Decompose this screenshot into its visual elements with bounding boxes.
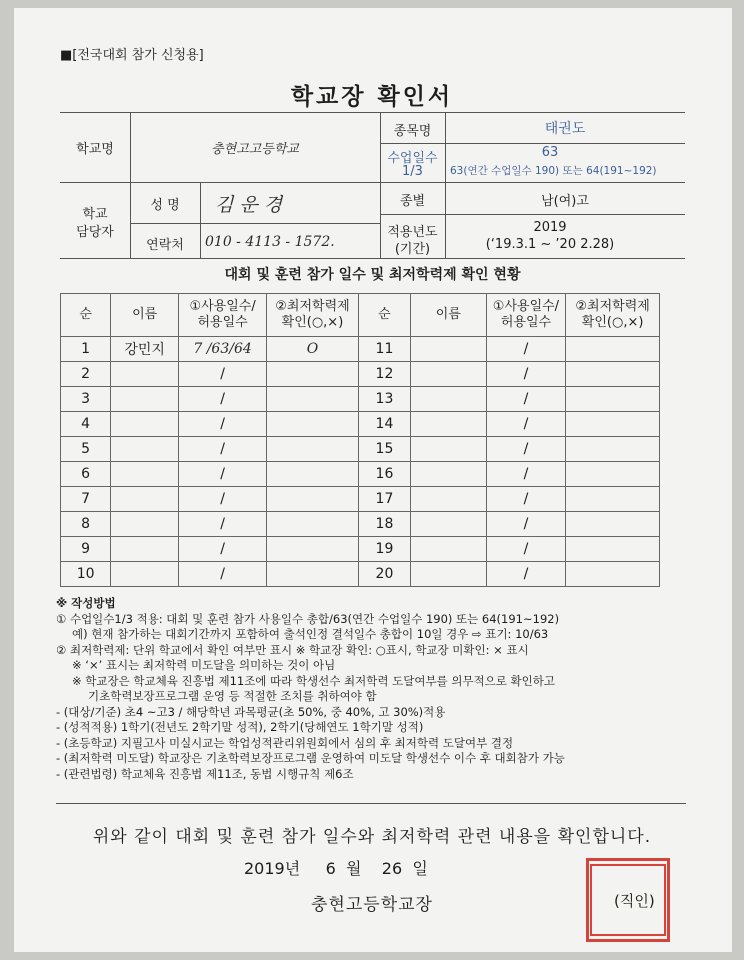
row-name bbox=[111, 562, 179, 587]
note-3: ※ ‘×’ 표시는 최저학력 미도달을 의미하는 것이 아님 bbox=[72, 658, 336, 672]
row-days: / bbox=[179, 362, 267, 387]
row-name bbox=[411, 412, 487, 437]
row-name bbox=[111, 437, 179, 462]
row-check bbox=[267, 462, 359, 487]
instructions bbox=[56, 596, 676, 782]
row-name bbox=[111, 537, 179, 562]
row-name bbox=[111, 462, 179, 487]
row-days: / bbox=[179, 487, 267, 512]
row-no: 7 bbox=[61, 487, 111, 512]
row-check-handwritten: O bbox=[267, 337, 359, 362]
table-row bbox=[61, 437, 660, 462]
row-no: 13 bbox=[358, 387, 410, 412]
row-check bbox=[267, 537, 359, 562]
row-days: / bbox=[486, 537, 566, 562]
section-title: 대회 및 훈련 참가 일수 및 최저학력제 확인 현황 bbox=[224, 267, 521, 283]
row-name bbox=[411, 337, 487, 362]
row-name bbox=[111, 412, 179, 437]
row-no: 5 bbox=[61, 437, 111, 462]
row-no: 1 bbox=[61, 337, 111, 362]
row-days: / bbox=[179, 387, 267, 412]
row-name bbox=[411, 537, 487, 562]
note-4b: 기초학력보장프로그램 운영 등 적절한 조치를 취하여야 함 bbox=[88, 689, 377, 703]
school-value: 충현고고등학교 bbox=[211, 142, 299, 157]
row-name bbox=[411, 437, 487, 462]
note-1a: ① 수업일수1/3 적용: 대회 및 훈련 참가 사용일수 총합/63(연간 수업일수 190) 또는 64(191~192) bbox=[56, 611, 560, 626]
row-check bbox=[566, 537, 660, 562]
confirmation-text: 위와 같이 대회 및 훈련 참가 일수와 최저학력 관련 내용을 확인합니다. bbox=[92, 827, 652, 847]
row-name: 강민지 bbox=[111, 337, 179, 362]
days-label-2: 1/3 bbox=[402, 164, 423, 179]
table-row bbox=[61, 487, 660, 512]
row-name bbox=[411, 512, 487, 537]
table-header-row bbox=[61, 294, 660, 337]
row-check bbox=[566, 387, 660, 412]
teacher-name-handwritten: 김 운 경 bbox=[215, 194, 283, 216]
row-days: / bbox=[486, 337, 566, 362]
name-label: 성 명 bbox=[150, 198, 180, 213]
row-check bbox=[566, 337, 660, 362]
notes-bottom-border bbox=[56, 803, 686, 804]
row-days: / bbox=[179, 412, 267, 437]
row-check bbox=[267, 362, 359, 387]
row-days: / bbox=[179, 562, 267, 587]
row-no: 19 bbox=[358, 537, 410, 562]
header-no-left: 순 bbox=[61, 294, 111, 337]
seal-label: (직인) bbox=[614, 892, 655, 910]
row-no: 3 bbox=[61, 387, 111, 412]
row-days: / bbox=[179, 437, 267, 462]
row-check bbox=[566, 437, 660, 462]
note-2: ② 최저학력제: 단위 학교에서 확인 여부만 표시 ※ 학교장 확인: ○표시, 학교장 미확인: × 표시 bbox=[56, 642, 529, 657]
row-days: / bbox=[486, 562, 566, 587]
row-check bbox=[566, 362, 660, 387]
table-row bbox=[61, 537, 660, 562]
row-check bbox=[267, 437, 359, 462]
row-no: 18 bbox=[358, 512, 410, 537]
info-sport-divider bbox=[380, 143, 685, 144]
row-check bbox=[267, 487, 359, 512]
year-label-1: 적용년도 bbox=[387, 225, 438, 240]
header-no-right: 순 bbox=[358, 294, 410, 337]
header-days-left: ①사용일수/ 허용일수 bbox=[179, 294, 267, 337]
row-no: 15 bbox=[358, 437, 410, 462]
row-no: 6 bbox=[61, 462, 111, 487]
document-title: 학교장 확인서 bbox=[290, 84, 454, 110]
row-name bbox=[411, 462, 487, 487]
row-days: / bbox=[179, 512, 267, 537]
row-no: 14 bbox=[358, 412, 410, 437]
row-name bbox=[111, 487, 179, 512]
info-mid-border bbox=[60, 182, 685, 183]
row-days: / bbox=[486, 462, 566, 487]
row-check bbox=[566, 487, 660, 512]
year-value-1: 2019 bbox=[533, 220, 567, 235]
row-check bbox=[566, 562, 660, 587]
row-no: 10 bbox=[61, 562, 111, 587]
table-row bbox=[61, 462, 660, 487]
row-days: / bbox=[486, 412, 566, 437]
row-days: / bbox=[486, 362, 566, 387]
header-check-left: ②최저학력제 확인(○,×) bbox=[267, 294, 359, 337]
row-name bbox=[411, 387, 487, 412]
detail-2: - (성적적용) 1학기(전년도 2학기말 성적), 2학기(당해연도 1학기말 성적) bbox=[56, 720, 424, 734]
row-no: 12 bbox=[358, 362, 410, 387]
detail-1: - (대상/기준) 초4 ~고3 / 해당학년 과목평균(초 50%, 중 40%, 고 30%)적용 bbox=[56, 704, 446, 719]
table-row bbox=[61, 562, 660, 587]
row-days: / bbox=[486, 512, 566, 537]
header-days-right: ①사용일수/ 허용일수 bbox=[486, 294, 566, 337]
row-days: / bbox=[179, 537, 267, 562]
year-value-2: (‘19.3.1 ~ ’20 2.28) bbox=[485, 237, 615, 252]
teacher-label-1: 학교 bbox=[82, 207, 108, 222]
principal-title: 충현고등학교장 bbox=[311, 895, 433, 915]
sport-value: 태권도 bbox=[544, 121, 586, 137]
year-label-2: (기간) bbox=[394, 242, 431, 257]
row-no: 4 bbox=[61, 412, 111, 437]
row-name bbox=[111, 362, 179, 387]
row-check bbox=[267, 412, 359, 437]
contact-handwritten: 010 - 4113 - 1572. bbox=[205, 234, 335, 250]
row-no: 2 bbox=[61, 362, 111, 387]
row-check bbox=[566, 512, 660, 537]
row-no: 16 bbox=[358, 462, 410, 487]
days-value-1: 63 bbox=[541, 145, 559, 160]
table-row bbox=[61, 412, 660, 437]
row-days: / bbox=[486, 487, 566, 512]
info-name-divider bbox=[130, 223, 380, 224]
row-check bbox=[566, 412, 660, 437]
row-name bbox=[411, 362, 487, 387]
detail-5: - (관련법령) 학교체육 진흥법 제11조, 동법 시행규칙 제6조 bbox=[56, 766, 354, 781]
school-label: 학교명 bbox=[76, 142, 114, 157]
note-1b: 예) 현재 참가하는 대회기간까지 포함하여 출석인정 결석일수 총합이 10일 경우 ⇨ 표기: 10/63 bbox=[72, 627, 549, 641]
row-name bbox=[111, 387, 179, 412]
contact-label: 연락처 bbox=[146, 238, 184, 253]
info-col-divider-2 bbox=[200, 182, 201, 258]
participation-table bbox=[60, 293, 660, 587]
row-no: 8 bbox=[61, 512, 111, 537]
gender-label: 종별 bbox=[399, 194, 426, 209]
row-name bbox=[411, 487, 487, 512]
row-check bbox=[267, 512, 359, 537]
detail-3: - (초등학교) 지필고사 미실시교는 학업성적관리위원회에서 심의 후 최저학력 도달여부 결정 bbox=[56, 735, 514, 750]
row-days: / bbox=[486, 437, 566, 462]
form-tag: ■[전국대회 참가 신청용] bbox=[60, 48, 204, 63]
notes-heading: ※ 작성방법 bbox=[56, 596, 116, 610]
row-days: / bbox=[179, 462, 267, 487]
detail-4: - (최저학력 미도달) 학교장은 기초학력보장프로그램 운영하여 미도달 학생선수 이수 후 대회참가 가능 bbox=[56, 751, 565, 765]
date-month: 6 bbox=[325, 859, 336, 878]
row-name bbox=[411, 562, 487, 587]
info-top-border bbox=[60, 112, 685, 113]
info-gender-divider bbox=[380, 214, 685, 215]
date-year: 2019년 bbox=[244, 859, 301, 878]
row-days: / bbox=[486, 387, 566, 412]
row-days-handwritten: 7 /63/64 bbox=[179, 337, 267, 362]
note-4a: ※ 학교장은 학교체육 진흥법 제11조에 따라 학생선수 최저학력 도달여부를 의무적으로 확인하고 bbox=[72, 673, 555, 688]
table-row bbox=[61, 387, 660, 412]
table-row bbox=[61, 512, 660, 537]
date-day: 26 bbox=[381, 859, 403, 878]
row-no: 11 bbox=[358, 337, 410, 362]
table-row bbox=[61, 337, 660, 362]
row-no: 20 bbox=[358, 562, 410, 587]
issue-date: 2019년 6 월 26 일 bbox=[244, 859, 428, 878]
days-label-1: 수업일수 bbox=[387, 151, 438, 166]
gender-value: 남(여)고 bbox=[541, 194, 589, 209]
row-check bbox=[566, 462, 660, 487]
row-name bbox=[111, 512, 179, 537]
sport-label: 종목명 bbox=[393, 124, 432, 139]
header-name-right: 이름 bbox=[411, 294, 487, 337]
header-check-right: ②최저학력제 확인(○,×) bbox=[566, 294, 660, 337]
row-no: 17 bbox=[358, 487, 410, 512]
days-value-2: 63(연간 수업일수 190) 또는 64(191~192) bbox=[450, 165, 657, 177]
table-row bbox=[61, 362, 660, 387]
row-check bbox=[267, 387, 359, 412]
row-check bbox=[267, 562, 359, 587]
header-name-left: 이름 bbox=[111, 294, 179, 337]
row-no: 9 bbox=[61, 537, 111, 562]
info-bottom-border bbox=[60, 258, 685, 259]
teacher-label-2: 담당자 bbox=[76, 225, 114, 240]
